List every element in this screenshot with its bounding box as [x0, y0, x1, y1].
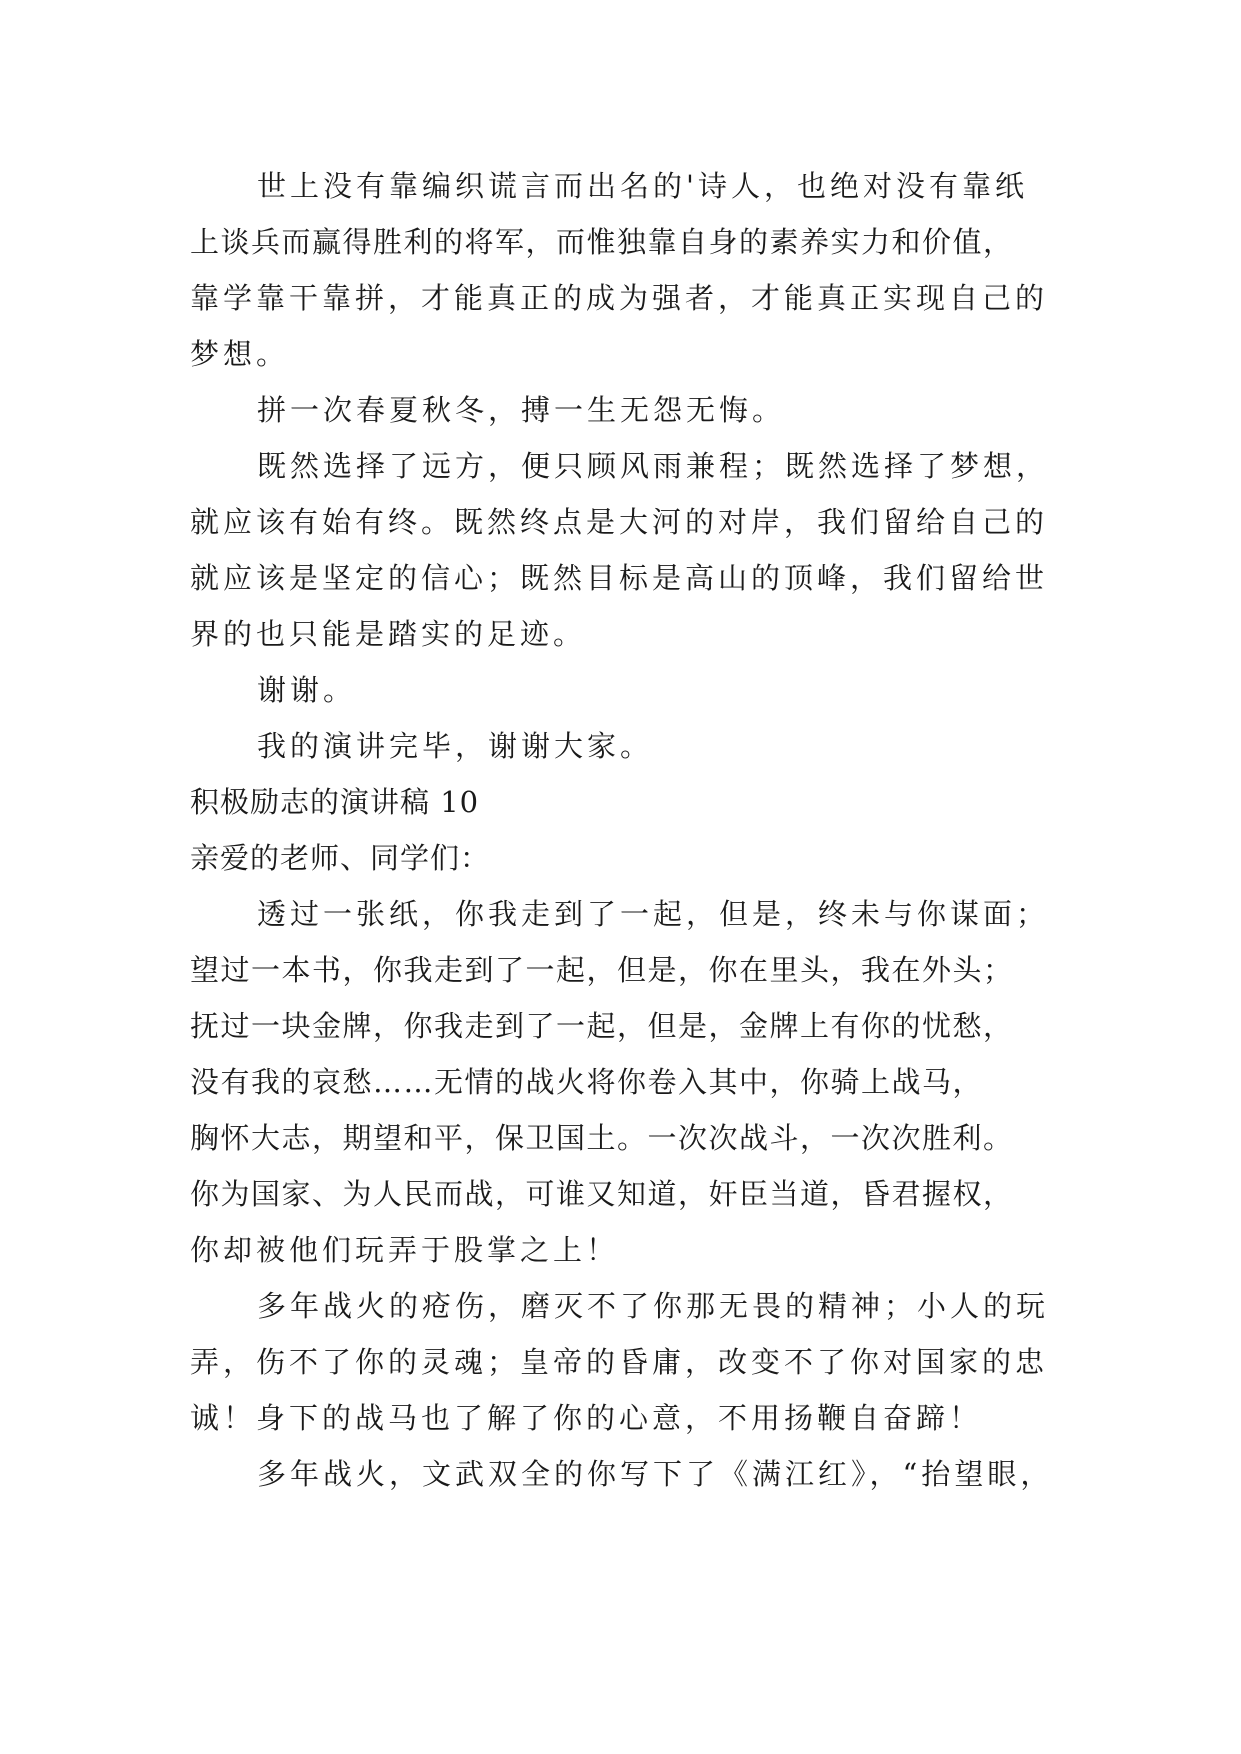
text-line: 拼一次春夏秋冬，搏一生无怨无悔。 [257, 393, 786, 427]
text-line: 你却被他们玩弄于股掌之上！ [190, 1233, 620, 1267]
text-line: 世上没有靠编织谎言而出名的'诗人，也绝对没有靠纸 [257, 169, 1028, 203]
text-line: 就应该有始有终。既然终点是大河的对岸，我们留给自己的 [190, 505, 1049, 539]
text-line: 我的演讲完毕，谢谢大家。 [257, 729, 654, 763]
text-line: 多年战火，文武双全的你写下了《满江红》，“抬望眼， [257, 1457, 1054, 1491]
text-line: 透过一张纸，你我走到了一起，但是，终未与你谋面； [257, 897, 1050, 931]
text-line: 谢谢。 [257, 673, 357, 707]
salutation: 亲爱的老师、同学们： [190, 841, 491, 875]
text-line: 没有我的哀愁……无情的战火将你卷入其中，你骑上战马， [190, 1065, 984, 1099]
section-heading: 积极励志的演讲稿 10 [190, 785, 480, 819]
text-line: 界的也只能是踏实的足迹。 [190, 617, 587, 651]
text-line: 抚过一块金牌，你我走到了一起，但是，金牌上有你的忧愁， [190, 1009, 1014, 1043]
text-line: 多年战火的疮伤，磨灭不了你那无畏的精神；小人的玩 [257, 1289, 1050, 1323]
text-line: 胸怀大志，期望和平，保卫国土。一次次战斗，一次次胜利。 [190, 1121, 1014, 1155]
text-line: 你为国家、为人民而战，可谁又知道，奸臣当道，昏君握权， [190, 1177, 1014, 1211]
text-line: 望过一本书，你我走到了一起，但是，你在里头，我在外头； [190, 953, 1014, 987]
text-line: 靠学靠干靠拼，才能真正的成为强者，才能真正实现自己的 [190, 281, 1049, 315]
text-line: 上谈兵而赢得胜利的将军，而惟独靠自身的素养实力和价值， [190, 225, 1014, 259]
text-line: 诚！身下的战马也了解了你的心意，不用扬鞭自奋蹄！ [190, 1401, 983, 1435]
text-line: 既然选择了远方，便只顾风雨兼程；既然选择了梦想， [257, 449, 1050, 483]
text-line: 梦想。 [190, 337, 290, 371]
text-line: 弄，伤不了你的灵魂；皇帝的昏庸，改变不了你对国家的忠 [190, 1345, 1049, 1379]
text-line: 就应该是坚定的信心；既然目标是高山的顶峰，我们留给世 [190, 561, 1049, 595]
